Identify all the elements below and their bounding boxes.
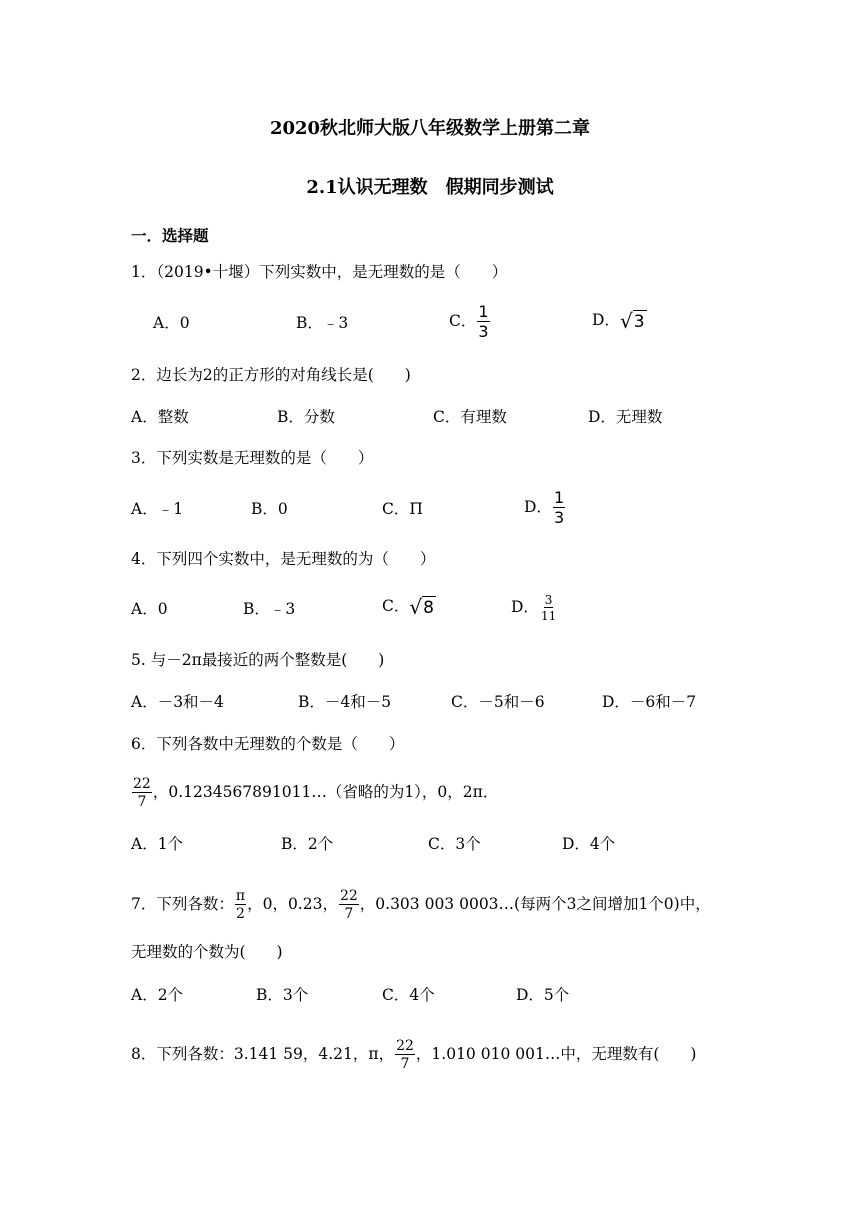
question-8-stem-rest: ，1.010 010 001…中，无理数有( ) bbox=[415, 1045, 697, 1063]
fraction-numerator: 22 bbox=[133, 776, 151, 792]
question-6-number-list bbox=[131, 772, 498, 812]
question-5-option-b: B．－4和－5 bbox=[298, 693, 392, 711]
question-1-option-c bbox=[449, 304, 491, 340]
radical-sign-icon: √ bbox=[619, 309, 633, 333]
fraction-numerator: 22 bbox=[339, 888, 358, 904]
question-5-option-d: D．－6和－7 bbox=[602, 693, 697, 711]
number-list-text: ，0.1234567891011…（省略的为1），0，2π． bbox=[152, 783, 499, 801]
question-5-option-c: C．－5和－6 bbox=[451, 693, 545, 711]
question-3-option-a: A．﹣1 bbox=[131, 500, 184, 518]
fraction bbox=[477, 304, 489, 340]
question-1-option-d bbox=[592, 310, 647, 332]
question-8-stem bbox=[131, 1034, 696, 1074]
question-6-option-a: A．1个 bbox=[131, 835, 184, 853]
section-heading: 一．选择题 bbox=[131, 226, 209, 245]
option-label: D． bbox=[592, 311, 620, 329]
question-6-option-b: B．2个 bbox=[281, 835, 334, 853]
option-label: D． bbox=[524, 498, 552, 516]
question-4-option-a: A．0 bbox=[131, 600, 168, 618]
question-7-option-b: B．3个 bbox=[256, 986, 309, 1004]
question-7-stem-rest: ，0.303 003 0003…(每两个3之间增加1个0)中， bbox=[359, 895, 711, 913]
question-7-option-c: C．4个 bbox=[382, 986, 435, 1004]
question-3-stem: 3．下列实数是无理数的是（ ） bbox=[131, 449, 374, 467]
fraction-numerator: 1 bbox=[553, 488, 565, 507]
square-root bbox=[409, 596, 436, 618]
question-6-option-c: C．3个 bbox=[428, 835, 481, 853]
fraction-denominator: 7 bbox=[344, 906, 354, 922]
question-2-stem: 2．边长为2的正方形的对角线长是( ) bbox=[131, 366, 411, 384]
question-2-option-a: A．整数 bbox=[131, 408, 189, 426]
fraction-denominator: 11 bbox=[540, 609, 557, 623]
option-label: D． bbox=[511, 598, 539, 616]
question-3-option-c: C．Π bbox=[382, 500, 423, 518]
fraction bbox=[235, 889, 246, 921]
fraction bbox=[339, 889, 359, 921]
question-7-stem-line2: 无理数的个数为( ) bbox=[131, 943, 283, 961]
question-4-stem: 4．下列四个实数中，是无理数的为（ ） bbox=[131, 550, 436, 568]
fraction-denominator: 7 bbox=[400, 1056, 410, 1072]
question-3-option-b: B．0 bbox=[251, 500, 288, 518]
fraction-numerator: π bbox=[235, 888, 246, 904]
fraction bbox=[132, 777, 152, 809]
question-5-stem: 5. 与－2π最接近的两个整数是( ) bbox=[131, 651, 385, 669]
question-3-option-d bbox=[524, 490, 566, 526]
question-4-option-c bbox=[382, 596, 436, 618]
question-5-option-a: A．－3和－4 bbox=[131, 693, 224, 711]
fraction bbox=[553, 490, 565, 526]
option-label: C． bbox=[382, 597, 410, 615]
fraction-denominator: 3 bbox=[478, 322, 489, 341]
question-7-option-d: D．5个 bbox=[516, 986, 570, 1004]
question-7-stem-prefix: 7．下列各数： bbox=[131, 895, 234, 913]
question-2-option-b: B．分数 bbox=[277, 408, 335, 426]
fraction bbox=[540, 594, 557, 622]
fraction-denominator: 7 bbox=[137, 794, 147, 810]
question-7-stem bbox=[131, 884, 711, 924]
fraction-denominator: 2 bbox=[236, 906, 245, 922]
fraction-denominator: 3 bbox=[553, 508, 565, 527]
question-2-option-d: D．无理数 bbox=[588, 408, 663, 426]
question-2-option-c: C．有理数 bbox=[433, 408, 507, 426]
radicand: 8 bbox=[423, 598, 434, 618]
document-title-line2: 2.1认识无理数 假期同步测试 bbox=[306, 177, 554, 198]
fraction-numerator: 3 bbox=[544, 593, 553, 607]
question-6-stem: 6．下列各数中无理数的个数是（ ） bbox=[131, 735, 405, 753]
question-7-option-a: A．2个 bbox=[131, 986, 184, 1004]
question-7-stem-middle: ，0，0.23， bbox=[247, 895, 338, 913]
question-8-stem-prefix: 8．下列各数：3.141 59，4.21，π， bbox=[131, 1045, 395, 1063]
question-4-option-d bbox=[511, 594, 558, 622]
document-title-line1: 2020秋北师大版八年级数学上册第二章 bbox=[269, 118, 591, 139]
fraction-numerator: 22 bbox=[396, 1038, 414, 1054]
square-root bbox=[620, 310, 647, 332]
question-1-option-a: A．0 bbox=[153, 314, 190, 332]
question-1-stem: 1．（2019•十堰）下列实数中，是无理数的是（ ） bbox=[131, 263, 508, 281]
fraction-numerator: 1 bbox=[478, 302, 489, 321]
question-4-option-b: B．﹣3 bbox=[243, 600, 296, 618]
question-1-option-b: B．﹣3 bbox=[296, 314, 349, 332]
option-label: C． bbox=[449, 312, 477, 330]
radicand: 3 bbox=[633, 312, 645, 332]
radical-sign-icon: √ bbox=[409, 595, 423, 619]
question-6-option-d: D．4个 bbox=[562, 835, 616, 853]
fraction bbox=[395, 1039, 415, 1071]
